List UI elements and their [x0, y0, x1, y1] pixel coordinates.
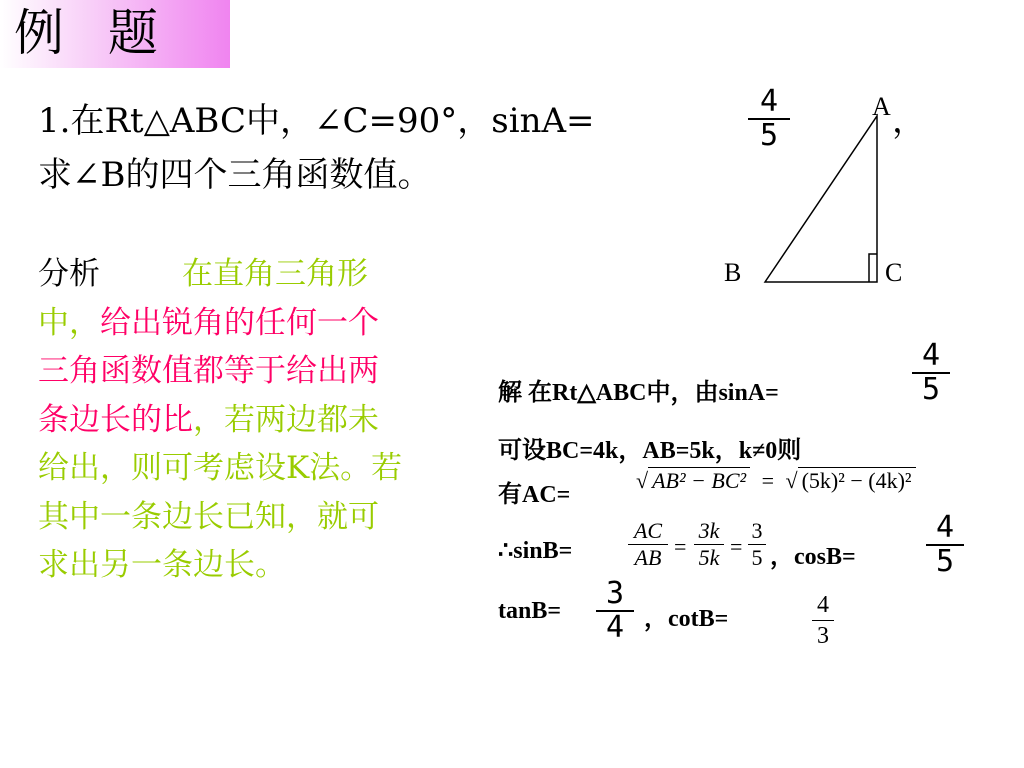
- sinB-fraction-2: [694, 518, 724, 571]
- fraction-denominator: 3: [817, 623, 829, 649]
- fraction-numerator: 4: [817, 592, 829, 618]
- cotB-label: ，cotB=: [644, 606, 729, 632]
- equals-sign-icon: =: [674, 534, 687, 559]
- solution-sinA-fraction: [912, 340, 950, 406]
- vertex-label-a: A: [872, 92, 891, 121]
- cosB-label: ，cosB=: [770, 544, 856, 570]
- fraction-denominator: 5: [921, 372, 941, 407]
- solution-line-3: 有AC=: [498, 482, 571, 508]
- fraction-denominator: AB: [634, 545, 662, 570]
- fraction-denominator: 5k: [698, 545, 720, 570]
- sqrt-radicand-1: AB² − BC²: [648, 467, 750, 493]
- sqrt-sign: √: [785, 468, 798, 493]
- cosB-fraction: [926, 512, 964, 578]
- triangle-abc: [765, 116, 877, 282]
- right-angle-mark: [869, 254, 877, 282]
- analysis-text-3: ，若两边都未给出，则可考虑设K法。若其中一条边长已知，就可求出另一条边长。: [38, 401, 403, 583]
- sqrt-radicand-2: (5k)² − (4k)²: [798, 467, 916, 493]
- sinB-fraction-3: [748, 518, 766, 571]
- analysis-text-2: 给出锐角的任何一个三角函数值都等于给出两条边长的比: [38, 304, 379, 438]
- fraction-numerator: 4: [759, 84, 779, 119]
- fraction-numerator: 3: [605, 576, 625, 611]
- fraction-denominator: 4: [605, 610, 625, 645]
- fraction-numerator: 4: [921, 338, 941, 373]
- sinB-label: ∴sinB=: [498, 538, 573, 564]
- vertex-label-c: C: [885, 258, 903, 287]
- analysis-heading: 分析: [38, 256, 100, 292]
- sqrt-sign: √: [636, 468, 649, 493]
- tanB-fraction: [596, 578, 634, 644]
- problem-line-2: 求∠B的四个三角函数值。: [38, 155, 432, 195]
- analysis-text-1: 在直角三角形中，: [38, 256, 368, 341]
- solution-line-1: 解 在Rt△ABC中，由sinA=: [498, 380, 779, 406]
- solution-line-2: 可设BC=4k，AB=5k，k≠0则: [498, 438, 802, 464]
- vertex-label-b: B: [724, 258, 742, 287]
- equals-sign: =: [761, 468, 775, 493]
- fraction-numerator: 4: [935, 510, 955, 545]
- fraction-denominator: 5: [751, 545, 763, 570]
- analysis-block: [38, 250, 408, 590]
- problem-line-1-text: 1.在Rt△ABC中，∠C=90°，sinA=: [38, 101, 595, 141]
- sinB-fraction-1: [628, 518, 668, 571]
- ac-expression: [636, 468, 916, 494]
- page-title: 例 题: [14, 4, 172, 62]
- fraction-denominator: 5: [759, 118, 779, 153]
- equals-sign-icon: =: [730, 534, 743, 559]
- cotB-fraction: [812, 590, 834, 651]
- fraction-numerator: AC: [633, 518, 663, 543]
- problem-line-1: [38, 94, 595, 148]
- fraction-denominator: 5: [935, 544, 955, 579]
- problem-line-1-suffix: ，: [892, 101, 926, 141]
- tanB-label: tanB=: [498, 598, 562, 624]
- fraction-numerator: 3: [751, 518, 763, 543]
- fraction-numerator: 3k: [698, 518, 720, 543]
